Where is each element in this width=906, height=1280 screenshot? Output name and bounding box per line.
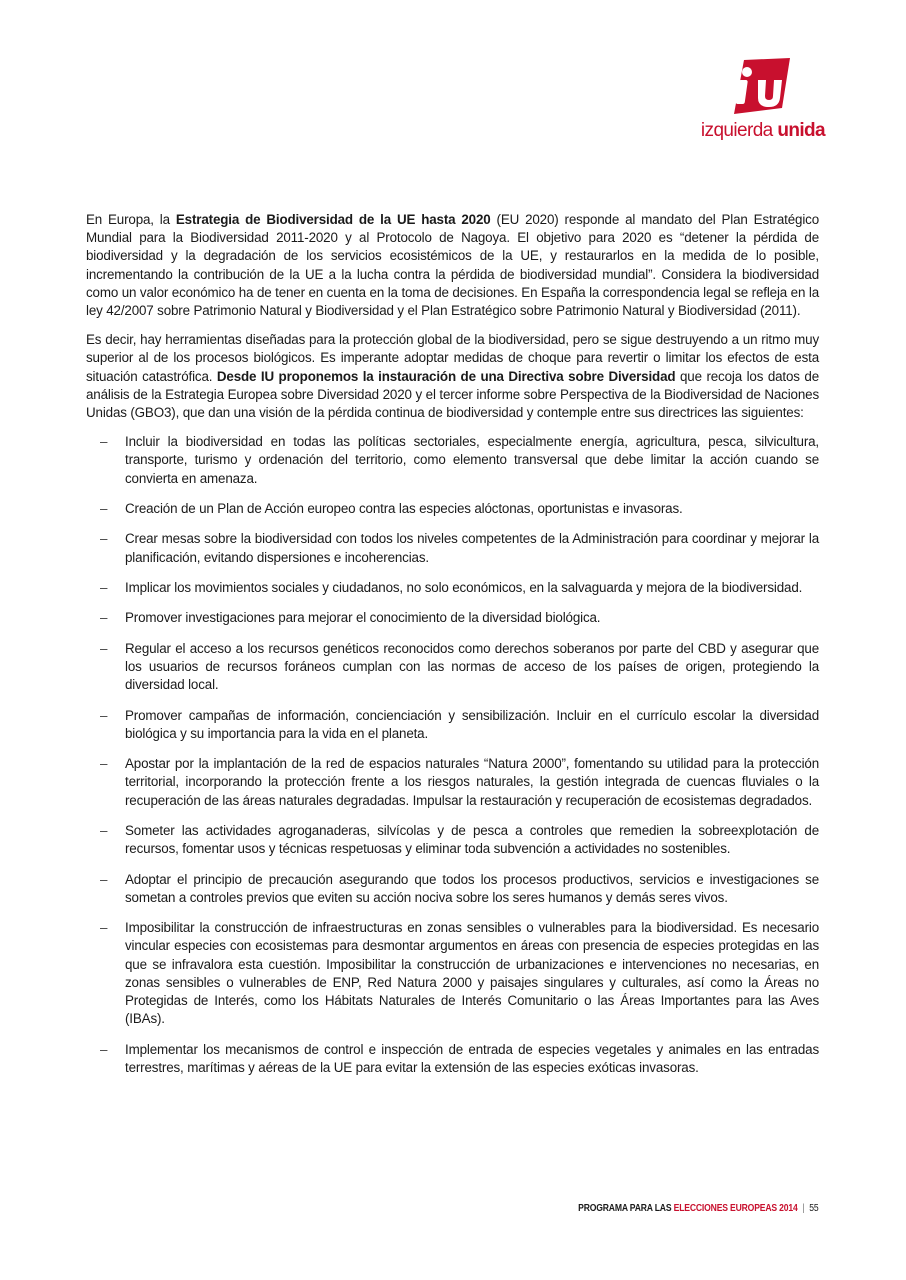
list-item: [86, 500, 819, 518]
list-item: [86, 433, 819, 488]
bullet-dash: –: [100, 707, 108, 723]
list-item: [86, 871, 819, 907]
paragraph-2: [86, 331, 819, 422]
bullet-dash: –: [100, 822, 108, 838]
bullet-dash: –: [100, 640, 108, 656]
list-item: [86, 707, 819, 743]
paragraph-text: (EU 2020) responde al mandato del Plan Estratégico Mundial para la Biodiversidad 2011-2020 y al Protocolo de Nagoya. El objetivo para 2020 es “detener la pérdida de biodiversidad y la degradación de los servicios ecosistémicos de la UE, y restaurarlos en la medida de lo posible, incrementando la contribución de la UE a la lucha contra la pérdida de biodiversidad mundial”. Considera la biodiversidad como un valor económico ha de tener en cuenta en la toma de decisiones. En España la correspondencia legal se refleja en la ley 42/2007 sobre Patrimonio Natural y Biodiversidad y el Plan Estratégico sobre Patrimonio Natural y Biodiversidad (2011).: [86, 212, 819, 319]
directive-list: [86, 433, 819, 1077]
list-item: [86, 640, 819, 695]
list-item-text: Adoptar el principio de precaución asegurando que todos los procesos productivos, servicios e investigaciones se sometan a controles previos que eviten su acción nociva sobre los seres humanos y demás seres vivos.: [125, 871, 819, 905]
list-item: [86, 919, 819, 1028]
bullet-dash: –: [100, 610, 108, 626]
bold-text: Desde IU proponemos la instauración de una Directiva sobre Diversidad: [216, 368, 676, 384]
list-item-text: Promover campañas de información, concienciación y sensibilización. Incluir en el currículo escolar la diversidad biológica y su importancia para la vida en el planeta.: [125, 707, 819, 741]
bullet-dash: –: [100, 756, 108, 772]
list-item-text: Implementar los mecanismos de control e inspección de entrada de especies vegetales y animales en las entradas terrestres, marítimas y aéreas de la UE para evitar la extensión de las especies exóticas invasoras.: [125, 1041, 819, 1075]
page-footer: [579, 1203, 819, 1214]
list-item: [86, 755, 819, 810]
list-item-text: Creación de un Plan de Acción europeo contra las especies alóctonas, oportunistas e invasoras.: [125, 501, 683, 517]
logo-wordmark: [700, 120, 825, 142]
logo-text-bold: unida: [777, 120, 825, 141]
list-item-text: Incluir la biodiversidad en todas las políticas sectoriales, especialmente energía, agricultura, pesca, silvicultura, transporte, turismo y ordenación del territorio, como elemento transversal que debe limitar la acción cuando se convierta en amenaza.: [125, 434, 819, 486]
bullet-dash: –: [100, 871, 108, 887]
list-item-text: Regular el acceso a los recursos genéticos reconocidos como derechos soberanos por parte del CBD y asegurar que los usuarios de recursos foráneos cumplan con las normas de acceso de los países de origen, protegiendo la diversidad local.: [125, 640, 819, 693]
iu-logo-icon: [730, 58, 794, 116]
footer-elections-label: ELECCIONES EUROPEAS 2014: [674, 1203, 799, 1214]
bullet-dash: –: [100, 501, 108, 517]
list-item: [86, 822, 819, 858]
list-item-text: Apostar por la implantación de la red de espacios naturales “Natura 2000”, fomentando su utilidad para la protección territorial, incorporando la protección frente a los riesgos naturales, la gestión integrada de cuencas fluviales o la recuperación de las áreas naturales degradadas. Impulsar la restauración y recuperación de ecosistemas degradados.: [125, 756, 819, 808]
izquierda-unida-logo: [700, 58, 825, 148]
intro-paragraphs: [86, 211, 819, 422]
list-item-text: Promover investigaciones para mejorar el conocimiento de la diversidad biológica.: [125, 610, 601, 626]
list-item: [86, 1041, 819, 1077]
logo-text-regular: izquierda: [700, 120, 773, 141]
paragraph-1: [86, 211, 819, 320]
bullet-dash: –: [100, 531, 108, 547]
bullet-dash: –: [100, 1041, 108, 1057]
bullet-dash: –: [100, 920, 108, 936]
footer-separator: |: [802, 1203, 805, 1214]
bullet-dash: –: [100, 580, 108, 596]
footer-program-label: PROGRAMA PARA LAS: [578, 1203, 672, 1214]
main-content: [86, 211, 819, 1089]
bold-text: Estrategia de Biodiversidad de la UE hasta 2020: [175, 212, 491, 227]
list-item-text: Someter las actividades agroganaderas, silvícolas y de pesca a controles que remedien la sobreexplotación de recursos, fomentar usos y técnicas respetuosas y eliminar toda subvención a actividades no sostenibles.: [125, 822, 819, 857]
list-item-text: Imposibilitar la construcción de infraestructuras en zonas sensibles o vulnerables para la biodiversidad. Es necesario vincular especies con ecosistemas para desmontar argumentos en áreas con presencia de especies protegidas en las que se infravalora esta cuestión. Imposibilitar la construcción de urbanizaciones e intervenciones no necesarias, en zonas sensibles o vulnerables de ENP, Red Natura 2000 y paisajes singulares y culturales, así como la Áreas no Protegidas de Interés, como los Hábitats Naturales de Interés Comunitario o las Áreas Importantes para las Aves (IBAs).: [125, 920, 819, 1027]
list-item: [86, 530, 819, 566]
paragraph-text: que recoja los datos de análisis de la Estrategia Europea sobre Diversidad 2020 y el tercer informe sobre Perspectiva de la Biodiversidad de Naciones Unidas (GBO3), que dan una visión de la pérdida continua de biodiversidad y contemple entre sus directrices las siguientes:: [86, 368, 820, 421]
list-item: [86, 609, 819, 627]
paragraph-text: Es decir, hay herramientas diseñadas para la protección global de la biodiversidad, pero se sigue destruyendo a un ritmo muy superior al de los procesos biológicos. Es imperante adoptar medidas de choque para revertir o limitar los efectos de esta situación catastrófica.: [86, 332, 819, 384]
list-item: [86, 579, 819, 597]
bullet-dash: –: [100, 434, 108, 450]
page-number: 55: [809, 1203, 819, 1214]
list-item-text: Implicar los movimientos sociales y ciudadanos, no solo económicos, en la salvaguarda y mejora de la biodiversidad.: [125, 580, 803, 596]
paragraph-text: En Europa, la: [86, 212, 176, 227]
list-item-text: Crear mesas sobre la biodiversidad con todos los niveles competentes de la Administración para coordinar y mejorar la planificación, evitando dispersiones e incoherencias.: [125, 531, 819, 565]
